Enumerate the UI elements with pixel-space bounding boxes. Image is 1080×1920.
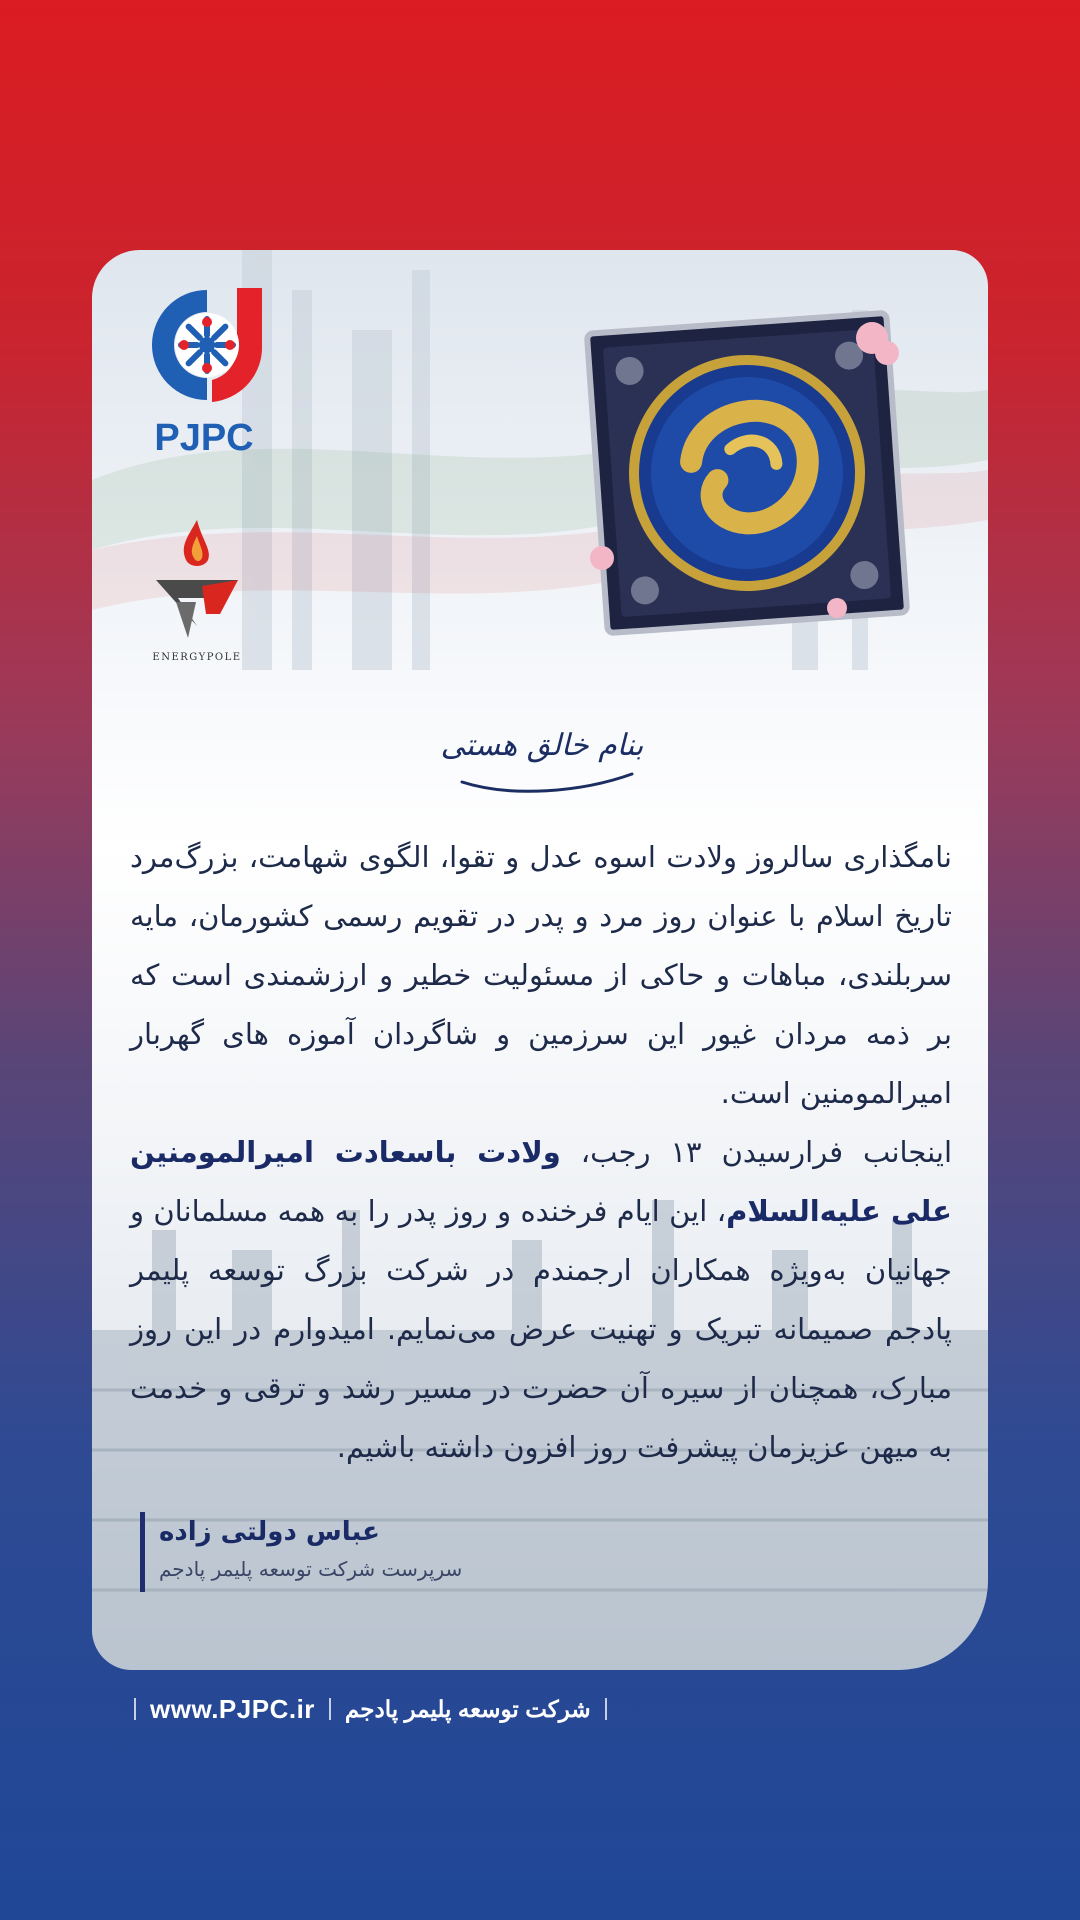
signatory-name: عباس دولتی زاده bbox=[159, 1517, 380, 1547]
message-body bbox=[130, 828, 952, 1477]
website-link[interactable]: www.PJPC.ir bbox=[150, 1693, 315, 1724]
signature-block bbox=[140, 1512, 462, 1592]
message-paragraph-1: نامگذاری سالروز ولادت اسوه عدل و تقوا، الگوی شهامت، بزرگ‌مرد تاریخ اسلام با عنوان روز مرد و پدر در تقویم رسمی کشورمان، مایه سربلندی، مباهات و حاکی از مسئولیت خطیر و ارزشمندی است که بر ذمه مردان غیور این سرزمین و شاگردان آموزه های گهربار امیرالمومنین است. bbox=[130, 840, 952, 1110]
footer bbox=[120, 1688, 621, 1730]
ali-calligraphy-emblem bbox=[582, 308, 912, 638]
paragraph-2-highlight: ولادت باسعادت امیرالمومنین علی علیه‌السلام bbox=[130, 1135, 952, 1228]
calligraphy-text: بنام خالق هستی bbox=[440, 728, 644, 763]
signatory-title: سرپرست شرکت توسعه پلیمر پادجم bbox=[159, 1557, 463, 1581]
footer-divider bbox=[329, 1698, 331, 1720]
paragraph-2-intro: اینجانب فرارسیدن ۱۳ رجب، bbox=[560, 1135, 952, 1169]
pjpc-logo bbox=[132, 280, 282, 480]
pjpc-logo-text: PJPC bbox=[154, 417, 254, 459]
message-card bbox=[92, 250, 988, 1670]
footer-company-name: شرکت توسعه پلیمر پادجم bbox=[344, 1695, 591, 1722]
footer-divider bbox=[134, 1698, 136, 1720]
footer-divider bbox=[605, 1698, 607, 1720]
calligraphy-flourish bbox=[432, 720, 652, 800]
energypole-logo-text: ENERGYPOLE bbox=[152, 652, 242, 663]
paragraph-2-rest: ، این ایام فرخنده و روز پدر را به همه مسلمانان و جهانیان به‌ویژه همکاران ارجمندم در شرکت بزرگ توسعه پلیمر پادجم صمیمانه تبریک و تهنیت عرض می‌نمایم. امیدوارم در این روز مبارک، همچنان از سیره آن حضرت در مسیر رشد و ترقی و خدمت به میهن عزیزمان پیشرفت روز افزون داشته باشیم. bbox=[130, 1194, 952, 1464]
message-paragraph-2 bbox=[130, 1123, 952, 1477]
energypole-logo bbox=[142, 510, 252, 670]
bismillah-calligraphy bbox=[432, 720, 652, 800]
